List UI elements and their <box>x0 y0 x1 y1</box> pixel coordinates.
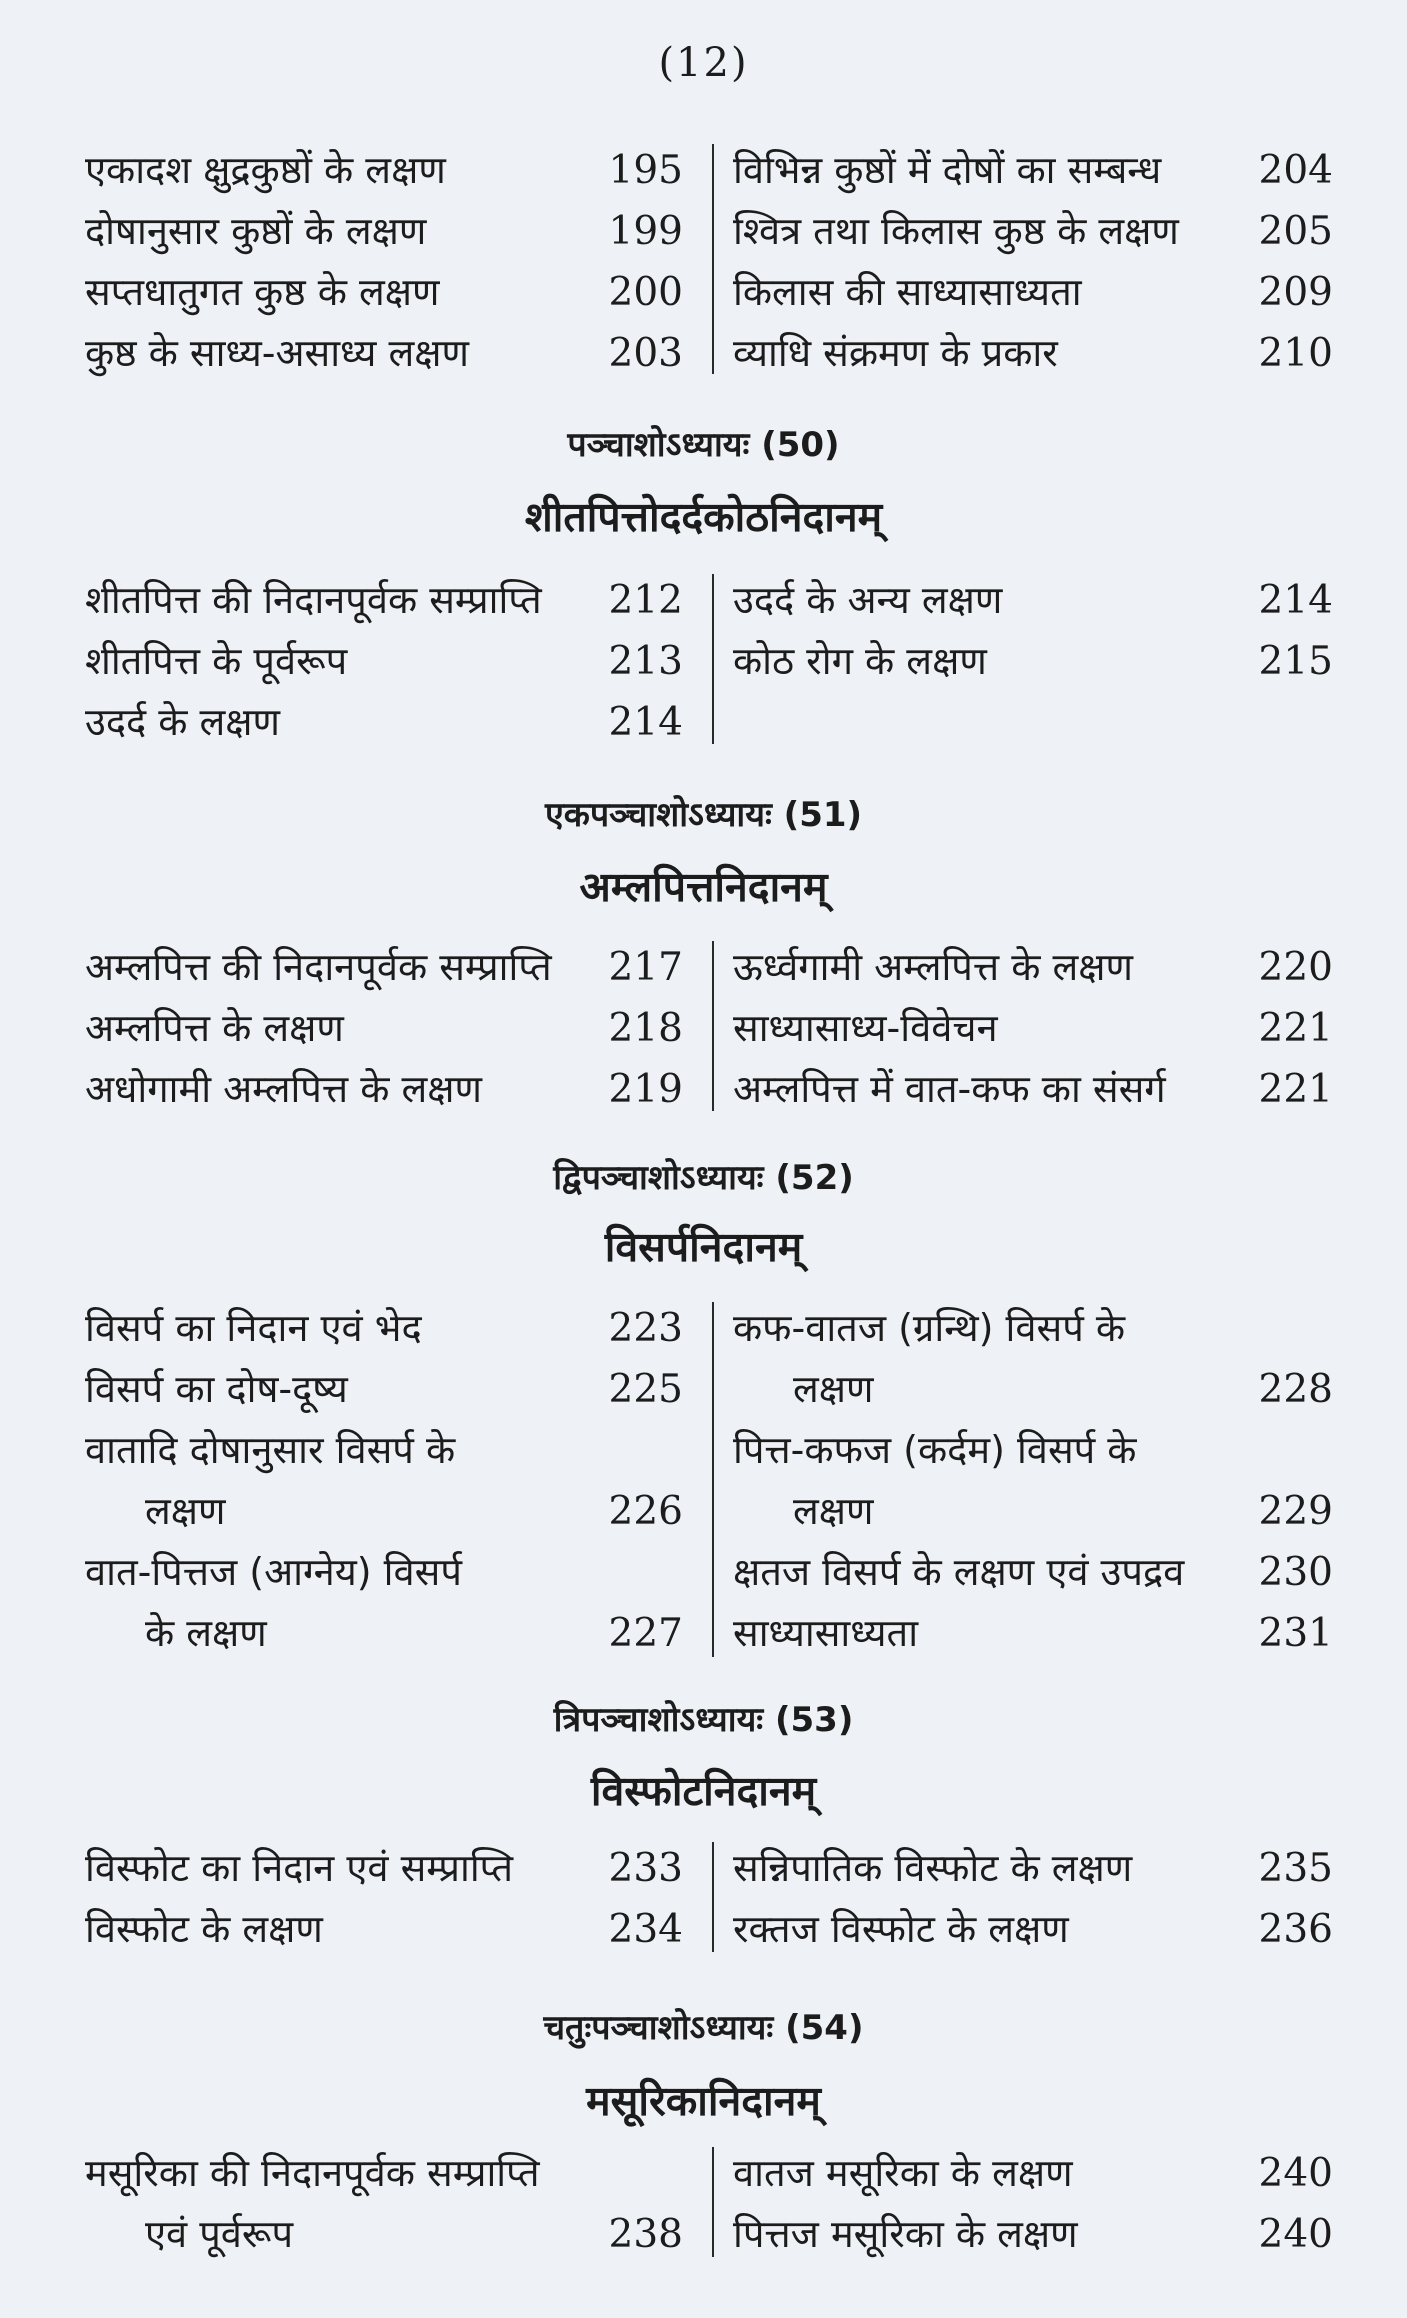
left-column <box>85 1838 683 1960</box>
entry-page: 210 <box>1258 331 1333 376</box>
list-item <box>733 570 1333 631</box>
entry-text: श्वित्र तथा किलास कुष्ठ के लक्षण <box>733 209 1179 253</box>
entry-text: वात-पित्तज (आग्नेय) विसर्प <box>85 1550 462 1594</box>
list-item <box>733 1359 1333 1420</box>
column-divider <box>712 1302 714 1657</box>
entry-page: 200 <box>608 270 683 315</box>
entry-text: अम्लपित्त में वात-कफ का संसर्ग <box>733 1067 1166 1111</box>
list-item <box>733 2143 1333 2204</box>
chapter-title: अम्लपित्तनिदानम् <box>579 863 828 911</box>
entry-page: 221 <box>1258 1067 1333 1112</box>
entry-text: लक्षण <box>793 1367 874 1411</box>
right-column <box>733 1838 1333 1960</box>
right-column <box>733 937 1333 1120</box>
list-item <box>85 323 683 384</box>
list-item <box>85 998 683 1059</box>
entry-page: 212 <box>608 578 683 623</box>
entry-text: मसूरिका की निदानपूर्वक सम्प्राप्ति <box>85 2151 540 2195</box>
chapter-heading: चतुःपञ्चाशोऽध्यायः (54) <box>543 2008 864 2048</box>
entry-text: अधोगामी अम्लपित्त के लक्षण <box>85 1067 482 1111</box>
column-divider <box>712 574 714 744</box>
entry-text: विभिन्न कुष्ठों में दोषों का सम्बन्ध <box>733 148 1162 192</box>
entry-text: अम्लपित्त की निदानपूर्वक सम्प्राप्ति <box>85 945 552 989</box>
chapter-heading: द्विपञ्चाशोऽध्यायः (52) <box>553 1158 854 1198</box>
entry-text: पित्त-कफज (कर्दम) विसर्प के <box>733 1428 1137 1472</box>
entry-text: ऊर्ध्वगामी अम्लपित्त के लक्षण <box>733 945 1133 989</box>
list-item <box>85 937 683 998</box>
entry-page: 240 <box>1258 2212 1333 2257</box>
entry-page: 227 <box>608 1611 683 1656</box>
entry-page: 215 <box>1258 639 1333 684</box>
list-item <box>733 262 1333 323</box>
list-item <box>733 1603 1333 1664</box>
list-item <box>85 1420 683 1481</box>
column-divider <box>712 1842 714 1952</box>
entry-page: 225 <box>608 1367 683 1412</box>
entry-page: 219 <box>608 1067 683 1112</box>
entry-page: 204 <box>1258 148 1333 193</box>
list-item <box>85 1359 683 1420</box>
list-item <box>85 1838 683 1899</box>
list-item <box>733 1298 1333 1359</box>
entry-text: उदर्द के लक्षण <box>85 700 281 744</box>
list-item <box>733 1542 1333 1603</box>
left-column <box>85 570 683 753</box>
list-item <box>733 1059 1333 1120</box>
entry-text: व्याधि संक्रमण के प्रकार <box>733 331 1058 375</box>
list-item <box>85 692 683 753</box>
column-divider <box>712 2147 714 2257</box>
list-item <box>733 323 1333 384</box>
entry-page: 220 <box>1258 945 1333 990</box>
chapter-heading: एकपञ्चाशोऽध्यायः (51) <box>544 795 863 835</box>
list-item <box>85 1298 683 1359</box>
entry-text: शीतपित्त की निदानपूर्वक सम्प्राप्ति <box>85 578 542 622</box>
entry-text: रक्तज विस्फोट के लक्षण <box>733 1907 1069 1951</box>
entry-text: अम्लपित्त के लक्षण <box>85 1006 344 1050</box>
entry-text: उदर्द के अन्य लक्षण <box>733 578 1003 622</box>
entry-page: 228 <box>1258 1367 1333 1412</box>
entry-text: के लक्षण <box>145 1611 267 1655</box>
entry-text: कुष्ठ के साध्य-असाध्य लक्षण <box>85 331 469 375</box>
entry-page: 203 <box>608 331 683 376</box>
entry-text: साध्यासाध्य-विवेचन <box>733 1006 998 1050</box>
column-divider <box>712 941 714 1111</box>
list-item <box>733 140 1333 201</box>
page-number: (12) <box>658 40 749 86</box>
entry-page: 214 <box>1258 578 1333 623</box>
entry-page: 209 <box>1258 270 1333 315</box>
entry-page: 229 <box>1258 1489 1333 1534</box>
entry-text: दोषानुसार कुष्ठों के लक्षण <box>85 209 427 253</box>
entry-text: एवं पूर्वरूप <box>145 2212 294 2256</box>
entry-page: 231 <box>1258 1611 1333 1656</box>
entry-text: विस्फोट का निदान एवं सम्प्राप्ति <box>85 1846 514 1890</box>
left-column <box>85 1298 683 1664</box>
entry-text: लक्षण <box>145 1489 226 1533</box>
entry-page: 221 <box>1258 1006 1333 1051</box>
chapter-title: विस्फोटनिदानम् <box>590 1767 817 1815</box>
entry-page: 238 <box>608 2212 683 2257</box>
entry-text: किलास की साध्यासाध्यता <box>733 270 1082 314</box>
list-item <box>85 631 683 692</box>
entry-text: विसर्प का निदान एवं भेद <box>85 1306 422 1350</box>
right-column <box>733 1298 1333 1664</box>
list-item <box>85 140 683 201</box>
list-item <box>733 1481 1333 1542</box>
list-item <box>85 262 683 323</box>
list-item <box>85 570 683 631</box>
list-item <box>733 2204 1333 2265</box>
list-item <box>85 2204 683 2265</box>
entry-page: 199 <box>608 209 683 254</box>
entry-text: कोठ रोग के लक्षण <box>733 639 987 683</box>
chapter-title: विसर्पनिदानम् <box>604 1223 803 1271</box>
entry-text: पित्तज मसूरिका के लक्षण <box>733 2212 1078 2256</box>
entry-text: क्षतज विसर्प के लक्षण एवं उपद्रव <box>733 1550 1185 1594</box>
list-item <box>85 201 683 262</box>
entry-text: लक्षण <box>793 1489 874 1533</box>
entry-text: विस्फोट के लक्षण <box>85 1907 323 1951</box>
entry-text: वातादि दोषानुसार विसर्प के <box>85 1428 456 1472</box>
entry-text: सप्तधातुगत कुष्ठ के लक्षण <box>85 270 440 314</box>
entry-page: 214 <box>608 700 683 745</box>
right-column <box>733 570 1333 692</box>
entry-text: शीतपित्त के पूर्वरूप <box>85 639 348 683</box>
entry-text: विसर्प का दोष-दूष्य <box>85 1367 348 1411</box>
list-item <box>733 201 1333 262</box>
left-column <box>85 140 683 384</box>
entry-page: 213 <box>608 639 683 684</box>
chapter-title: मसूरिकानिदानम् <box>586 2077 821 2125</box>
list-item <box>85 1603 683 1664</box>
right-column <box>733 140 1333 384</box>
list-item <box>85 1059 683 1120</box>
column-divider <box>712 144 714 374</box>
list-item <box>733 1838 1333 1899</box>
right-column <box>733 2143 1333 2265</box>
list-item <box>85 2143 683 2204</box>
list-item <box>733 1420 1333 1481</box>
entry-page: 195 <box>608 148 683 193</box>
list-item <box>85 1899 683 1960</box>
list-item <box>85 1542 683 1603</box>
list-item <box>733 937 1333 998</box>
entry-text: कफ-वातज (ग्रन्थि) विसर्प के <box>733 1306 1126 1350</box>
entry-page: 217 <box>608 945 683 990</box>
chapter-heading: त्रिपञ्चाशोऽध्यायः (53) <box>553 1700 854 1740</box>
left-column <box>85 937 683 1120</box>
entry-text: सन्निपातिक विस्फोट के लक्षण <box>733 1846 1133 1890</box>
left-column <box>85 2143 683 2265</box>
entry-page: 205 <box>1258 209 1333 254</box>
chapter-heading: पञ्चाशोऽध्यायः (50) <box>567 425 840 465</box>
entry-page: 226 <box>608 1489 683 1534</box>
list-item <box>733 631 1333 692</box>
entry-page: 235 <box>1258 1846 1333 1891</box>
entry-page: 234 <box>608 1907 683 1952</box>
entry-page: 218 <box>608 1006 683 1051</box>
entry-page: 230 <box>1258 1550 1333 1595</box>
entry-text: साध्यासाध्यता <box>733 1611 919 1655</box>
entry-text: एकादश क्षुद्रकुष्ठों के लक्षण <box>85 148 446 192</box>
list-item <box>733 998 1333 1059</box>
entry-page: 233 <box>608 1846 683 1891</box>
entry-text: वातज मसूरिका के लक्षण <box>733 2151 1073 2195</box>
entry-page: 236 <box>1258 1907 1333 1952</box>
chapter-title: शीतपित्तोदर्दकोठनिदानम् <box>524 493 883 541</box>
list-item <box>85 1481 683 1542</box>
entry-page: 223 <box>608 1306 683 1351</box>
list-item <box>733 1899 1333 1960</box>
entry-page: 240 <box>1258 2151 1333 2196</box>
